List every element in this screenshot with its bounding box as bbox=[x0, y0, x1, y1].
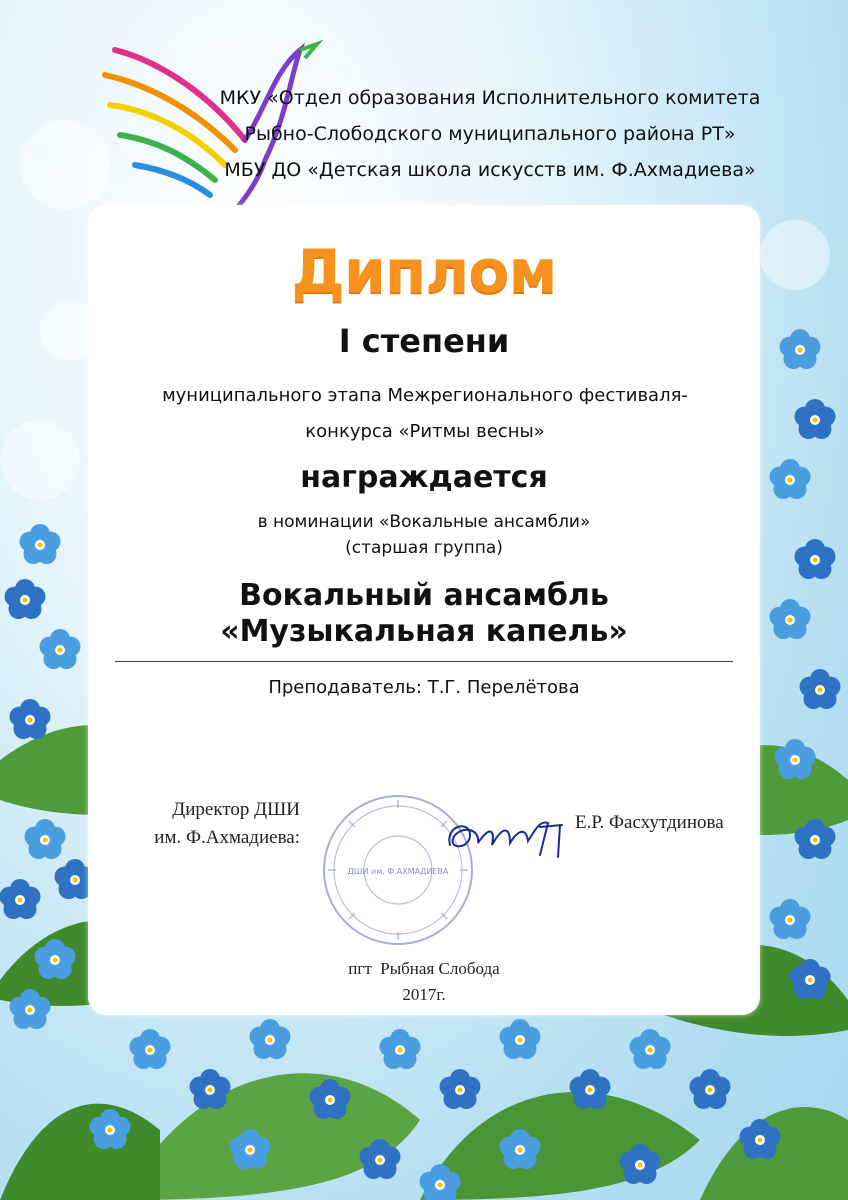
divider-line bbox=[115, 661, 733, 662]
director-name: Е.Р. Фасхутдинова bbox=[575, 812, 724, 833]
header-line: Рыбно-Слободского муниципального района РТ» bbox=[244, 123, 736, 145]
ensemble-line: Вокальный ансамбль bbox=[239, 578, 609, 613]
teacher-line: Преподаватель: Т.Г. Перелётова bbox=[268, 677, 580, 698]
awarded-heading: награждается bbox=[300, 460, 548, 495]
director-line: Директор ДШИ bbox=[172, 799, 300, 820]
director-title bbox=[110, 796, 300, 852]
diploma-title: Диплом bbox=[291, 237, 557, 307]
director-line: им. Ф.Ахмадиева: bbox=[154, 827, 300, 848]
ensemble-name bbox=[0, 578, 848, 650]
header-line: МКУ «Отдел образования Исполнительного комитета bbox=[219, 87, 761, 109]
stamp-text: ДШИ им. Ф.АХМАДИЕВА bbox=[347, 867, 449, 876]
place: пгт Рыбная Слобода bbox=[348, 959, 500, 978]
signature-icon bbox=[440, 805, 580, 865]
festival-line: муниципального этапа Межрегионального фестиваля- bbox=[162, 385, 688, 406]
diploma-degree: I степени bbox=[338, 322, 510, 360]
organization-header bbox=[150, 80, 830, 188]
festival-line: конкурса «Ритмы весны» bbox=[305, 421, 545, 442]
header-line: МБУ ДО «Детская школа искусств им. Ф.Ахмадиева» bbox=[224, 159, 756, 181]
group-line: (старшая группа) bbox=[345, 538, 503, 558]
ensemble-line: «Музыкальная капель» bbox=[220, 614, 628, 649]
nomination-line: в номинации «Вокальные ансамбли» bbox=[257, 512, 591, 532]
year: 2017г. bbox=[402, 985, 446, 1004]
nomination bbox=[0, 509, 848, 561]
festival-description bbox=[100, 378, 750, 450]
place-and-year bbox=[0, 956, 848, 1008]
